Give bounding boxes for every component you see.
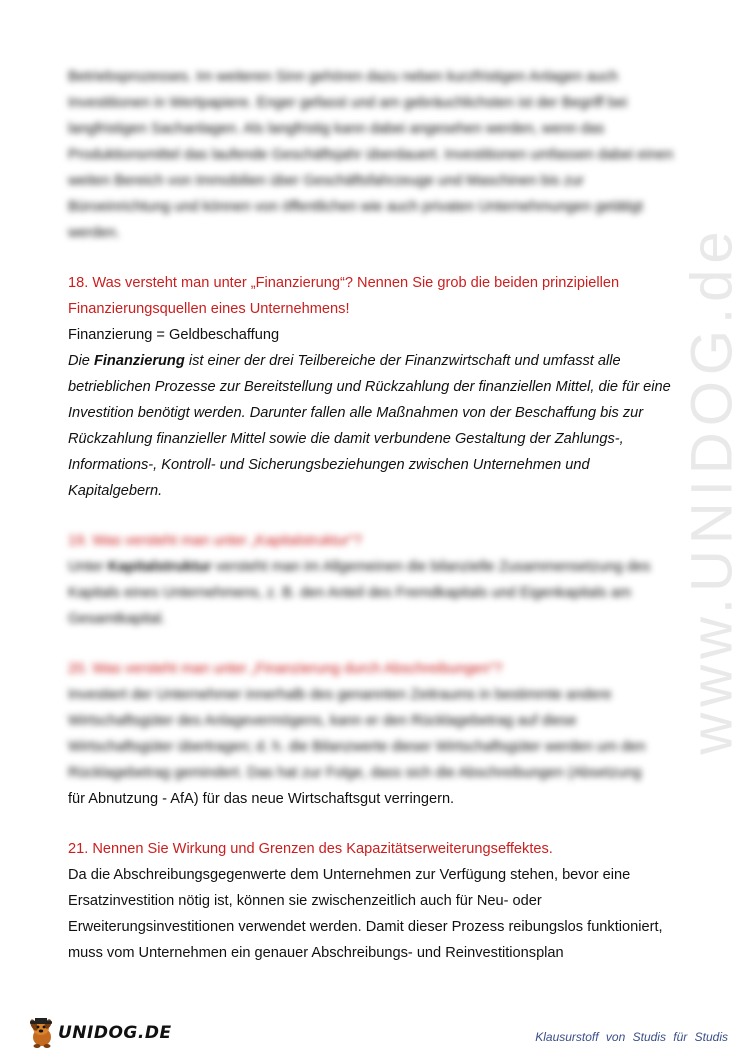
blurred-intro-paragraph: Betriebsprozesses. Im weiteren Sinn gehören dazu neben kurzfristigen Anlagen auch Investitionen in Wertpapiere. Enger gefasst und am gebräuchlichsten ist der Begriff bei langfristigen Sachanlagen. Als langfristig kann dabei angesehen werden, wenn das Produktionsmittel das laufende Geschäftsjahr überdauert. Investitionen umfassen dabei einen weiten Bereich von Immobilien über Geschäftsfahrzeuge und Maschinen bis zur Büroeinrichtung und können von öffentlichen wie auch privaten Unternehmungen getätigt werden. [68,69,674,241]
section-q18 [68,270,680,504]
q20-answer-blurred: Investiert der Unternehmer innerhalb des genannten Zeitraums in bestimmte andere Wirtschaftsgüter des Anlagevermögens, kann er den Rücklagebetrag auf diese Wirtschaftsgüter übertragen; d. h. die Bilanzwerte dieser Wirtschaftsgüter werden um den Rücklagebetrag gemindert. Das hat zur Folge, dass sich die Abschreibungen (Absetzung [68,687,646,781]
q19-prefix: Unter [68,559,108,575]
q21-answer: Da die Abschreibungsgegenwerte dem Unternehmen zur Verfügung stehen, bevor eine Ersatzinvestition nötig ist, können sie zwischenzeitlich auch für Neu- oder Erweiterungsinvestitionen verwendet werden. Damit dieser Prozess reibungslos funktioniert, muss vom Unternehmen ein genauer Abschreibungs- und Reinvestitionsplan [68,867,663,961]
question-21: 21. Nennen Sie Wirkung und Grenzen des Kapazitätserweiterungseffektes. [68,841,553,857]
q18-def-term: Finanzierung [93,353,185,369]
dog-mascot-icon [26,1017,56,1049]
footer-logo [26,1015,172,1051]
watermark: www.UNIDOG.de [679,225,745,755]
footer-tagline: Klausurstoff von Studis für Studis [535,1030,728,1044]
document-body [68,64,680,966]
section-q21 [68,836,680,966]
section-q19 [68,528,680,632]
q19-rest: versteht man im Allgemeinen die bilanzielle Zusammensetzung des Kapitals eines Unternehmens, z. B. den Anteil des Fremdkapitals und Eigenkapitals am Gesamtkapital. [68,559,651,627]
q19-answer [68,554,680,632]
section-q20 [68,656,680,812]
q20-answer-visible: für Abnutzung - AfA) für das neue Wirtschaftsgut verringern. [68,791,455,807]
q18-definition [68,348,680,504]
question-20: 20. Was versteht man unter „Finanzierung durch Abschreibungen“? [68,661,503,677]
logo-wordmark: UNIDOG.DE [58,1023,172,1043]
question-19: 19. Was versteht man unter „Kapitalstruktur“? [68,533,362,549]
question-18: 18. Was versteht man unter „Finanzierung“? Nennen Sie grob die beiden prinzipiellen Finanzierungsquellen eines Unternehmens! [68,275,620,317]
q18-answer-line: Finanzierung = Geldbeschaffung [68,327,280,343]
q20-blurred-block [68,656,680,786]
q18-def-rest: ist einer der drei Teilbereiche der Finanzwirtschaft und umfasst alle betrieblichen Prozesse zur Bereitstellung und Rückzahlung der finanziellen Mittel, die für eine Investition benötigt werden. Darunter fallen alle Maßnahmen von der Beschaffung bis zur Rückzahlung finanzieller Mittel sowie die damit verbundene Gestaltung der Zahlungs-, Informations-, Kontroll- und Sicherungsbeziehungen zwischen Unternehmen und Kapitalgebern. [68,353,671,499]
q19-term: Kapitalstruktur [107,559,212,575]
q18-def-prefix: Die [68,353,94,369]
